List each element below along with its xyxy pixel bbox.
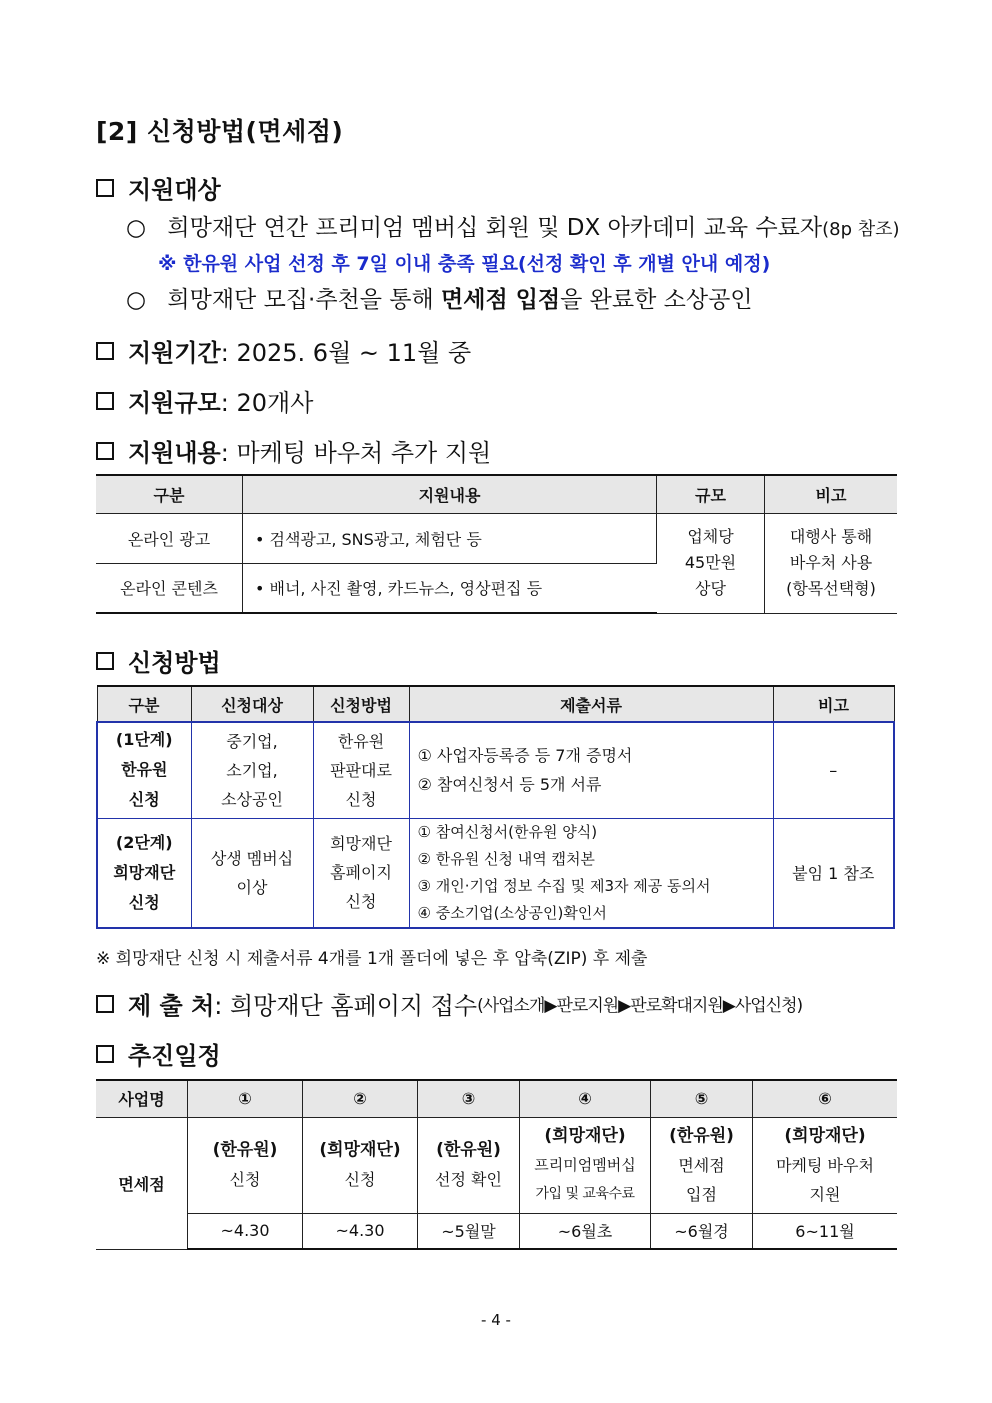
table-header: 비고 (773, 686, 894, 722)
table-header: 신청방법 (313, 686, 409, 722)
support-target-bullet-1: ○ 희망재단 연간 프리미엄 멤버십 회원 및 DX 아카데미 교육 수료자(8p 참조) (126, 215, 900, 241)
table-header: ① (188, 1080, 303, 1117)
documents-cell: ① 사업자등록증 등 7개 증명서 ② 참여신청서 등 5개 서류 (409, 722, 773, 818)
table-header: ④ (520, 1080, 651, 1117)
target-cell: 중기업, 소기업, 소상공인 (191, 722, 313, 818)
section-title: [2] 신청방법(면세점) (96, 117, 344, 146)
support-period: 지원기간 : 2025. 6월 ~ 11월 중 (96, 333, 471, 368)
category-cell: 온라인 광고 (96, 513, 243, 563)
table-header: 구분 (96, 475, 243, 513)
table-header: 비고 (765, 475, 898, 513)
zip-footnote: ※ 희망재단 신청 시 제출서류 4개를 1개 폴더에 넣은 후 압축(ZIP) 후 제출 (96, 949, 648, 969)
support-scale: 지원규모 : 20개사 (96, 383, 313, 418)
target-cell: 상생 멤버십 이상 (191, 818, 313, 928)
circle-bullet-icon: ○ (126, 287, 147, 313)
date-cell: 6~11월 (753, 1213, 898, 1249)
table-row (96, 1117, 897, 1213)
content-cell: • 배너, 사진 촬영, 카드뉴스, 영상편집 등 (243, 563, 657, 613)
requirement-note: ※ 한유원 사업 선정 후 7일 이내 충족 필요(선정 확인 후 개별 안내 예정) (158, 253, 771, 275)
stage-label-cell: (1단계) 한유원 신청 (97, 722, 191, 818)
table-header: 규모 (657, 475, 765, 513)
table-row (97, 722, 894, 818)
checkbox-square-icon (96, 392, 114, 410)
program-cell: 면세점 (96, 1117, 188, 1249)
checkbox-square-icon (96, 995, 114, 1013)
table-header: 제출서류 (409, 686, 773, 722)
step-cell: (한유원) 면세점 입점 (651, 1117, 753, 1213)
support-target-heading: 지원대상 (96, 170, 221, 205)
table-header: 신청대상 (191, 686, 313, 722)
remark-cell: 붙임 1 참조 (773, 818, 894, 928)
table-row (96, 513, 897, 563)
method-cell: 희망재단 홈페이지 신청 (313, 818, 409, 928)
step-cell: (한유원) 선정 확인 (418, 1117, 520, 1213)
schedule-heading: 추진일정 (96, 1036, 221, 1071)
support-content: 지원내용 : 마케팅 바우처 추가 지원 (96, 433, 491, 468)
date-cell: ~6월초 (520, 1213, 651, 1249)
content-cell: • 검색광고, SNS광고, 체험단 등 (243, 513, 657, 563)
date-cell: ~6월경 (651, 1213, 753, 1249)
table-header: ③ (418, 1080, 520, 1117)
remark-cell: – (773, 722, 894, 818)
table-row (96, 1213, 897, 1249)
scale-cell: 업체당 45만원 상당 (657, 513, 765, 613)
checkbox-square-icon (96, 342, 114, 360)
submit-to: 제 출 처 : 희망재단 홈페이지 접수 (사업소개▶판로지원▶판로확대지원▶사업신청) (96, 986, 802, 1021)
table-header: ⑥ (753, 1080, 898, 1117)
checkbox-square-icon (96, 179, 114, 197)
step-cell: (희망재단) 신청 (303, 1117, 418, 1213)
submit-path: (사업소개▶판로지원▶판로확대지원▶사업신청) (477, 996, 803, 1016)
apply-method-heading: 신청방법 (96, 643, 221, 678)
step-cell: (희망재단) 마케팅 바우처 지원 (753, 1117, 898, 1213)
documents-cell: ① 참여신청서(한유원 양식) ② 한유원 신청 내역 캡처본 ③ 개인·기업 정보 수집 및 제3자 제공 동의서 ④ 중소기업(소상공인)확인서 (409, 818, 773, 928)
checkbox-square-icon (96, 442, 114, 460)
page-number: - 4 - (481, 1311, 511, 1329)
support-content-table (96, 474, 897, 614)
step-cell: (한유원) 신청 (188, 1117, 303, 1213)
method-cell: 한유원 판판대로 신청 (313, 722, 409, 818)
table-header: ⑤ (651, 1080, 753, 1117)
stage-label-cell: (2단계) 희망재단 신청 (97, 818, 191, 928)
circle-bullet-icon: ○ (126, 215, 147, 241)
support-target-bullet-2: ○ 희망재단 모집·추천을 통해 면세점 입점을 완료한 소상공인 (126, 287, 753, 313)
table-row (97, 818, 894, 928)
date-cell: ~4.30 (188, 1213, 303, 1249)
date-cell: ~4.30 (303, 1213, 418, 1249)
date-cell: ~5월말 (418, 1213, 520, 1249)
step-cell: (희망재단) 프리미엄멤버십 가입 및 교육수료 (520, 1117, 651, 1213)
schedule-table (96, 1079, 897, 1250)
table-header: 구분 (97, 686, 191, 722)
table-header: 지원내용 (243, 475, 657, 513)
checkbox-square-icon (96, 652, 114, 670)
checkbox-square-icon (96, 1045, 114, 1063)
table-header: ② (303, 1080, 418, 1117)
category-cell: 온라인 콘텐츠 (96, 563, 243, 613)
remark-cell: 대행사 통해 바우처 사용 (항목선택형) (765, 513, 898, 613)
apply-method-table (96, 685, 895, 929)
table-header: 사업명 (96, 1080, 188, 1117)
